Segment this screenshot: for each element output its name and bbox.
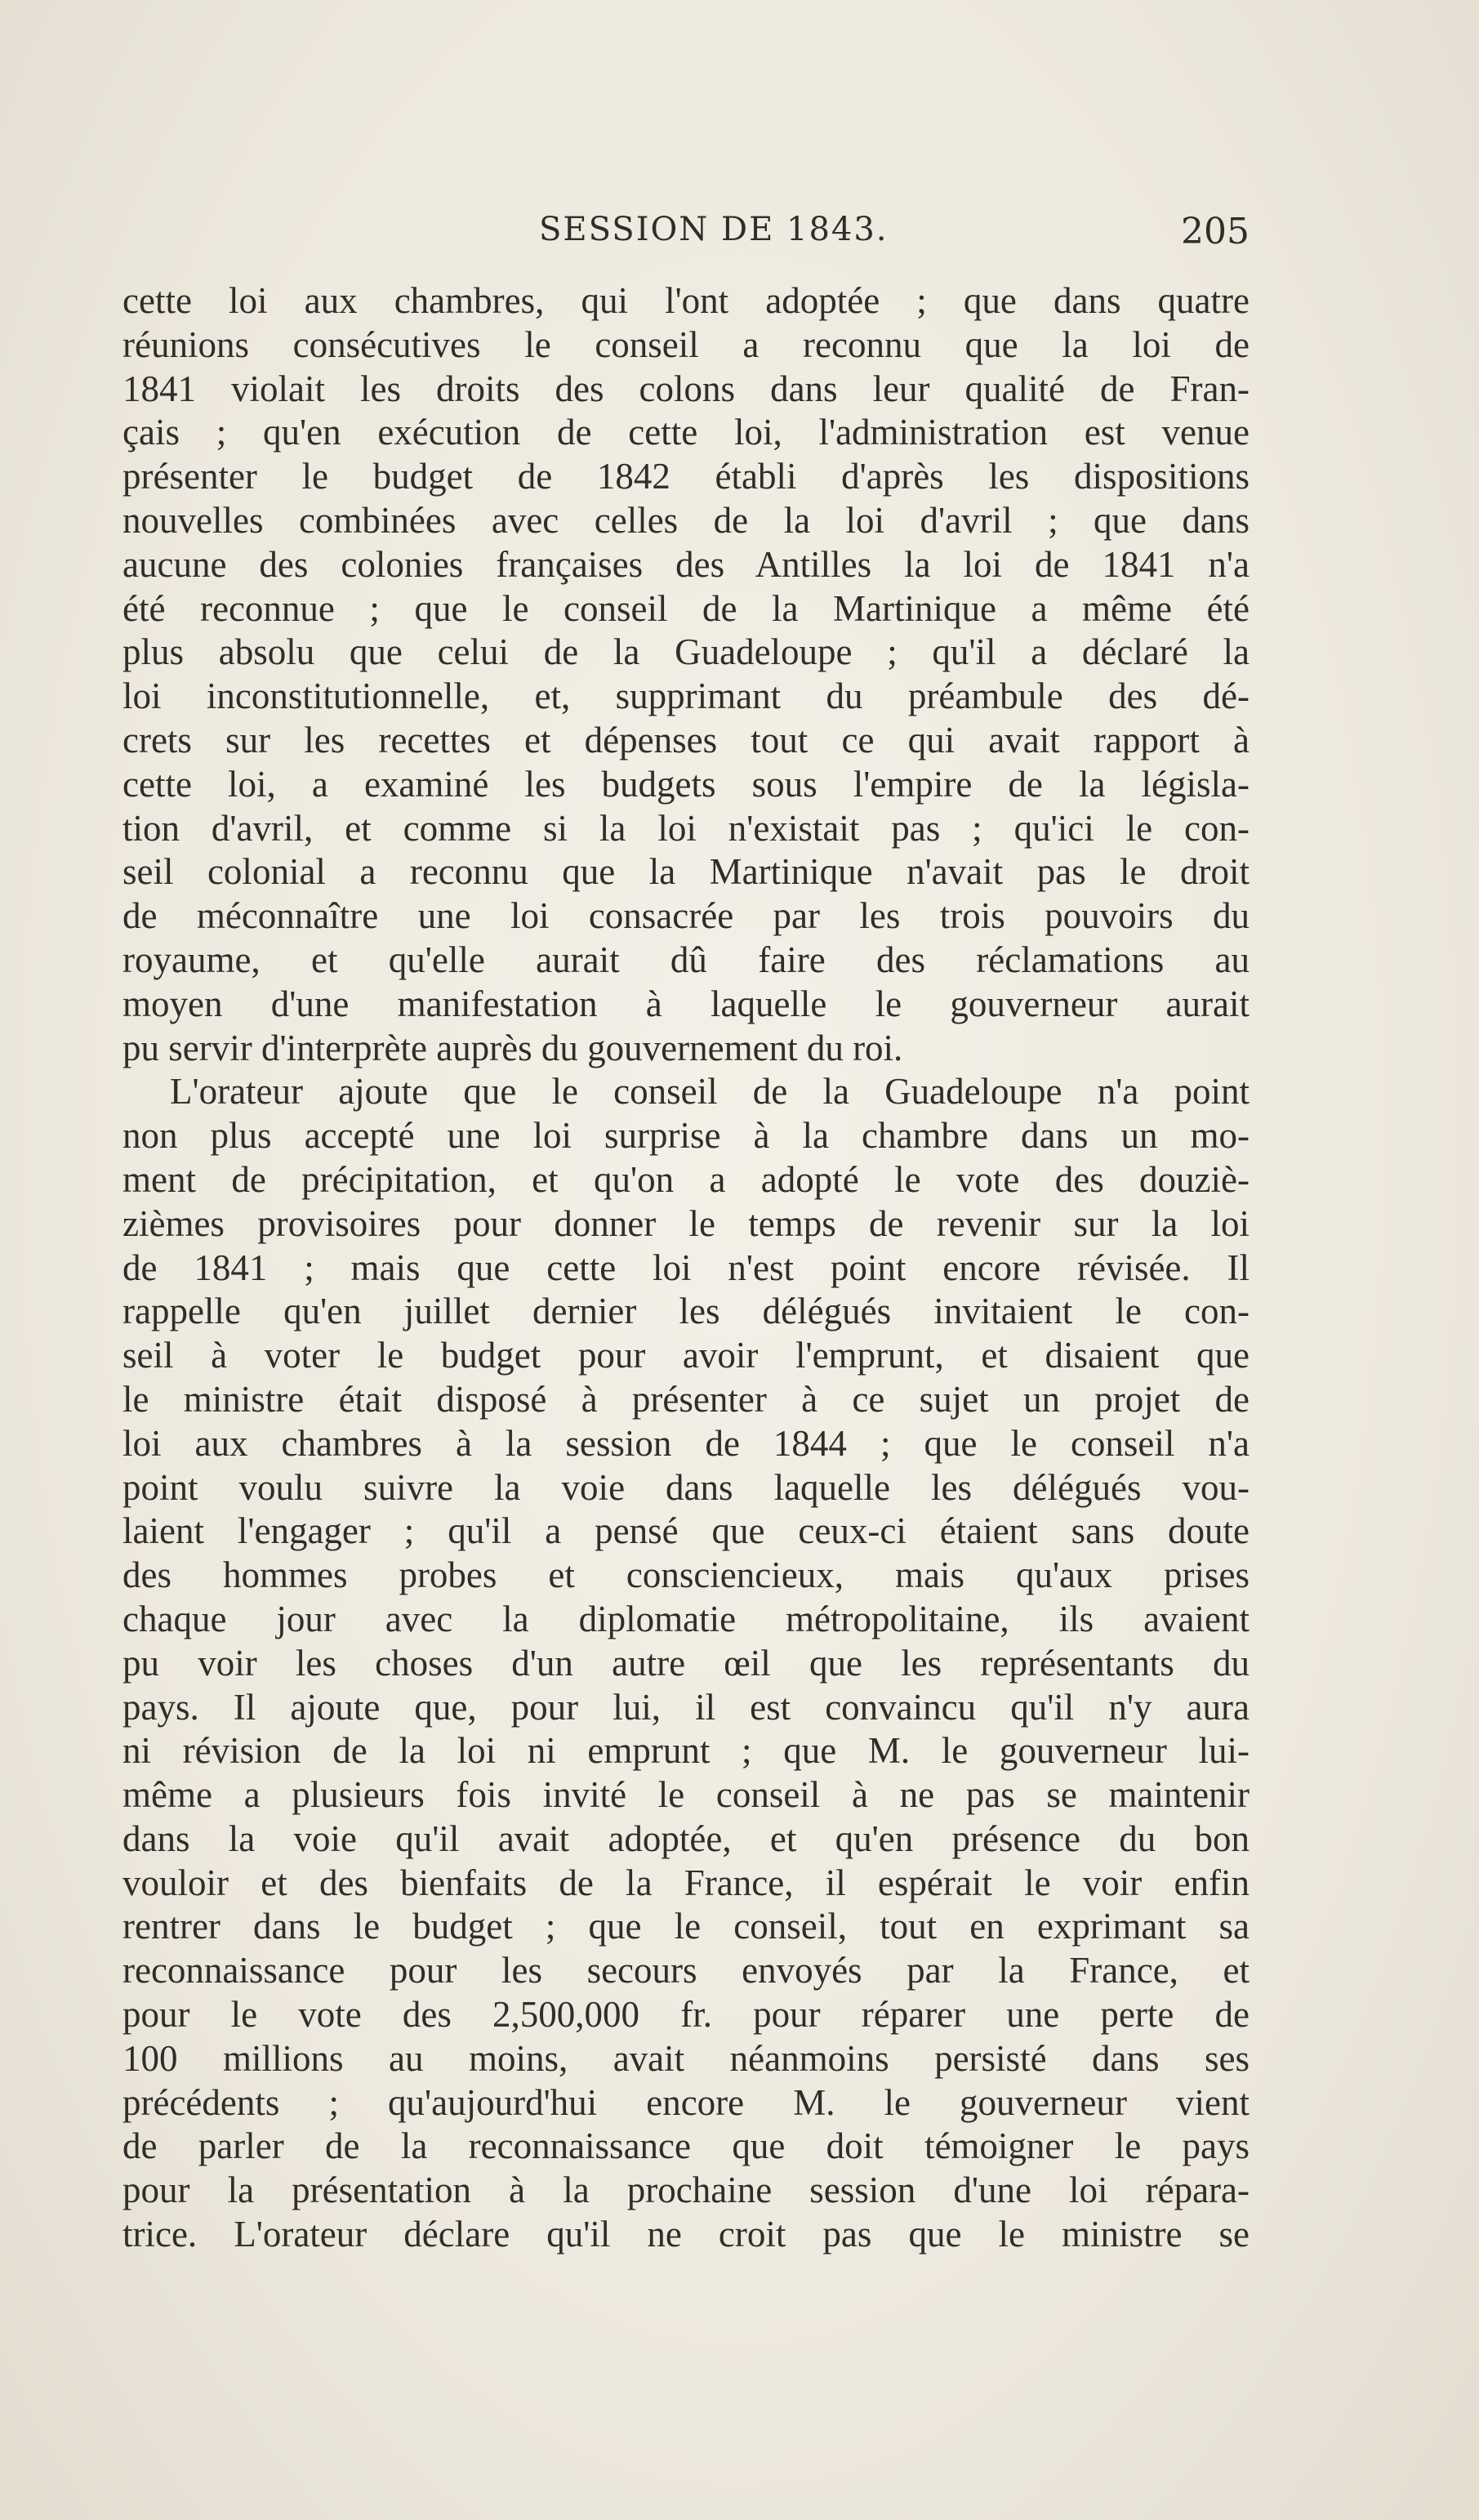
text-line: loi aux chambres à la session de 1844 ; que le conseil n'a [123, 1422, 1250, 1464]
text-line: cette loi, a examiné les budgets sous l'empire de la législa- [123, 763, 1250, 805]
paragraph-end-line: pu servir d'interprète auprès du gouvernement du roi. [123, 1027, 903, 1068]
text-line: plus absolu que celui de la Guadeloupe ; qu'il a déclaré la [123, 631, 1250, 673]
text-line: de parler de la reconnaissance que doit témoigner le pays [123, 2125, 1250, 2167]
text-line: laient l'engager ; qu'il a pensé que ceux-ci étaient sans doute [123, 1510, 1250, 1552]
text-line: reconnaissance pour les secours envoyés par la France, et [123, 1950, 1250, 1991]
body-text [123, 279, 1250, 2257]
page-header [123, 211, 1250, 260]
text-line: de 1841 ; mais que cette loi n'est point encore révisée. Il [123, 1247, 1250, 1288]
text-line: zièmes provisoires pour donner le temps de revenir sur la loi [123, 1202, 1250, 1244]
text-line: non plus accepté une loi surprise à la chambre dans un mo- [123, 1115, 1250, 1157]
text-line: ni révision de la loi ni emprunt ; que M. le gouverneur lui- [123, 1730, 1250, 1772]
text-line: çais ; qu'en exécution de cette loi, l'administration est venue [123, 412, 1250, 453]
text-line: précédents ; qu'aujourd'hui encore M. le gouverneur vient [123, 2081, 1250, 2123]
text-line: rentrer dans le budget ; que le conseil, tout en exprimant sa [123, 1906, 1250, 1947]
text-line: seil colonial a reconnu que la Martinique n'avait pas le droit [123, 851, 1250, 893]
text-line: royaume, et qu'elle aurait dû faire des réclamations au [123, 939, 1250, 980]
text-line: vouloir et des bienfaits de la France, il espérait le voir enfin [123, 1862, 1250, 1903]
text-line: cette loi aux chambres, qui l'ont adoptée ; que dans quatre [123, 280, 1250, 321]
text-line: pu voir les choses d'un autre œil que les représentants du [123, 1642, 1250, 1684]
text-line: moyen d'une manifestation à laquelle le gouverneur aurait [123, 983, 1250, 1024]
text-line: loi inconstitutionnelle, et, supprimant du préambule des dé- [123, 676, 1250, 717]
paragraph-start-line: L'orateur ajoute que le conseil de la Guadeloupe n'a point [170, 1071, 1250, 1113]
text-line: présenter le budget de 1842 établi d'après les dispositions [123, 456, 1250, 497]
text-line: nouvelles combinées avec celles de la loi d'avril ; que dans [123, 499, 1250, 541]
page-number: 205 [1181, 211, 1250, 252]
text-line: réunions consécutives le conseil a reconnu que la loi de [123, 323, 1250, 365]
text-line: été reconnue ; que le conseil de la Martinique a même été [123, 587, 1250, 629]
text-line: 1841 violait les droits des colons dans leur qualité de Fran- [123, 368, 1250, 409]
text-line: point voulu suivre la voie dans laquelle les délégués vou- [123, 1466, 1250, 1508]
text-line: pour le vote des 2,500,000 fr. pour réparer une perte de [123, 1994, 1250, 2036]
running-title: SESSION DE 1843. [539, 211, 889, 248]
text-line: pays. Il ajoute que, pour lui, il est convaincu qu'il n'y aura [123, 1686, 1250, 1728]
text-line: 100 millions au moins, avait néanmoins persisté dans ses [123, 2037, 1250, 2079]
text-line: des hommes probes et consciencieux, mais qu'aux prises [123, 1554, 1250, 1596]
text-line: chaque jour avec la diplomatie métropolitaine, ils avaient [123, 1598, 1250, 1639]
text-line: même a plusieurs fois invité le conseil à ne pas se maintenir [123, 1774, 1250, 1816]
text-line: ment de précipitation, et qu'on a adopté le vote des douziè- [123, 1158, 1250, 1200]
text-line: crets sur les recettes et dépenses tout ce qui avait rapport à [123, 719, 1250, 760]
text-line: aucune des colonies françaises des Antilles la loi de 1841 n'a [123, 543, 1250, 585]
text-line: trice. L'orateur déclare qu'il ne croit pas que le ministre se [123, 2214, 1250, 2255]
text-line: pour la présentation à la prochaine session d'une loi répara- [123, 2170, 1250, 2211]
text-line: rappelle qu'en juillet dernier les délégués invitaient le con- [123, 1291, 1250, 1332]
text-line: tion d'avril, et comme si la loi n'existait pas ; qu'ici le con- [123, 807, 1250, 849]
text-line: de méconnaître une loi consacrée par les trois pouvoirs du [123, 895, 1250, 937]
text-line: le ministre était disposé à présenter à ce sujet un projet de [123, 1378, 1250, 1420]
text-line: dans la voie qu'il avait adoptée, et qu'en présence du bon [123, 1818, 1250, 1859]
text-line: seil à voter le budget pour avoir l'emprunt, et disaient que [123, 1335, 1250, 1376]
